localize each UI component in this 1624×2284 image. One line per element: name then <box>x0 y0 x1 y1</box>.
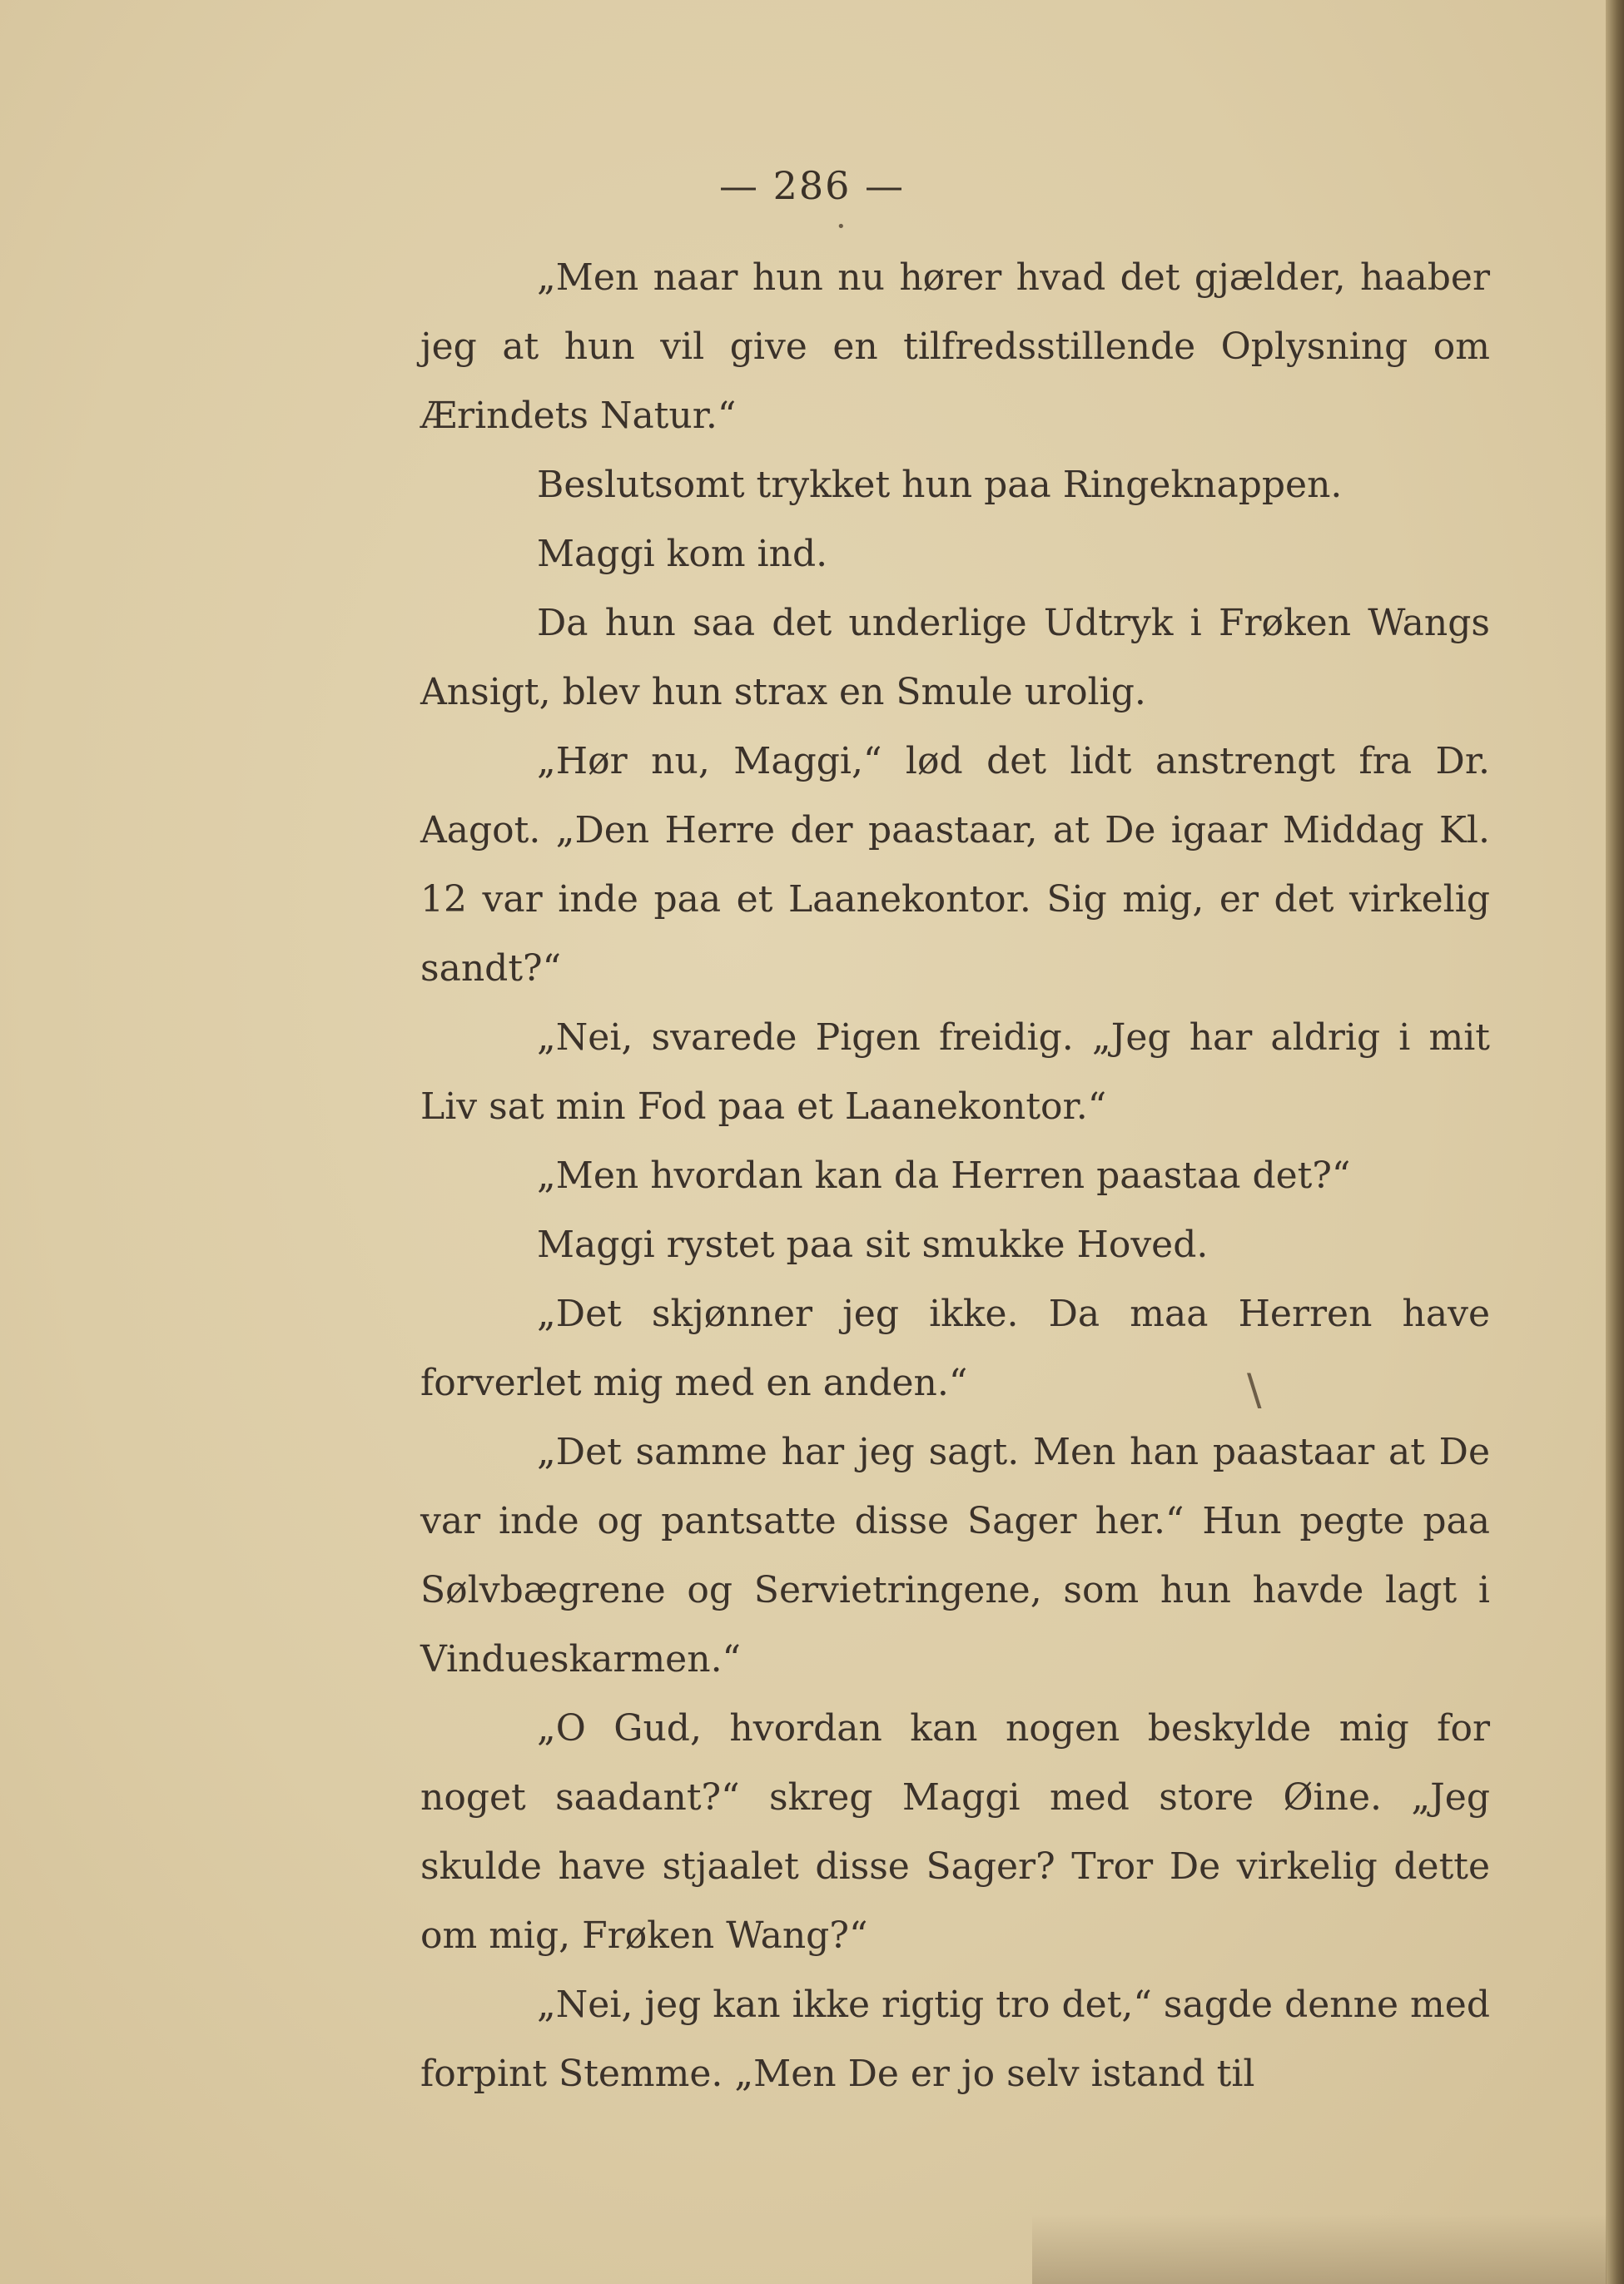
paragraph: „Nei, svarede Pigen freidig. „Jeg har aldrig i mit Liv sat min Fod paa et Laanekontor.“ <box>420 1016 1490 1128</box>
page-shadow <box>1032 2214 1607 2284</box>
page-number: — 286 — <box>718 163 906 208</box>
paragraph: Maggi rystet paa sit smukke Hoved. <box>537 1224 1209 1266</box>
paragraph: „Det samme har jeg sagt. Men han paastaar at De var inde og pantsatte disse Sager her.“ Hun pegte paa Sølvbægrene og Servietringene, som hun havde lagt i Vindueskarmen.“ <box>420 1431 1490 1681</box>
page-edge <box>1606 0 1624 2284</box>
paragraph: Da hun saa det underlige Udtryk i Frøken Wangs Ansigt, blev hun strax en Smule urolig. <box>420 602 1490 713</box>
paragraph: Maggi kom ind. <box>537 533 828 575</box>
pencil-mark: \ <box>1247 1365 1262 1415</box>
body-text <box>420 243 1490 2108</box>
paragraph: „Men naar hun nu hører hvad det gjælder, haaber jeg at hun vil give en tilfredsstillende Oplysning om Ærindets Natur.“ <box>420 256 1490 437</box>
ink-speck: • <box>837 218 846 236</box>
paragraph: Beslutsomt trykket hun paa Ringeknappen. <box>537 464 1343 506</box>
paragraph: „Det skjønner jeg ikke. Da maa Herren have forverlet mig med en anden.“ <box>420 1293 1490 1404</box>
paragraph: „O Gud, hvordan kan nogen beskylde mig for noget saadant?“ skreg Maggi med store Øine. „Jeg skulde have stjaalet disse Sager? Tror De virkelig dette om mig, Frøken Wang?“ <box>420 1707 1490 1957</box>
paragraph: „Men hvordan kan da Herren paastaa det?“ <box>537 1154 1351 1197</box>
paragraph: „Nei, jeg kan ikke rigtig tro det,“ sagde denne med forpint Stemme. „Men De er jo selv istand til <box>420 1984 1490 2095</box>
paragraph: „Hør nu, Maggi,“ lød det lidt anstrengt fra Dr. Aagot. „Den Herre der paastaar, at De igaar Middag Kl. 12 var inde paa et Laanekontor. Sig mig, er det virkelig sandt?“ <box>420 740 1490 990</box>
